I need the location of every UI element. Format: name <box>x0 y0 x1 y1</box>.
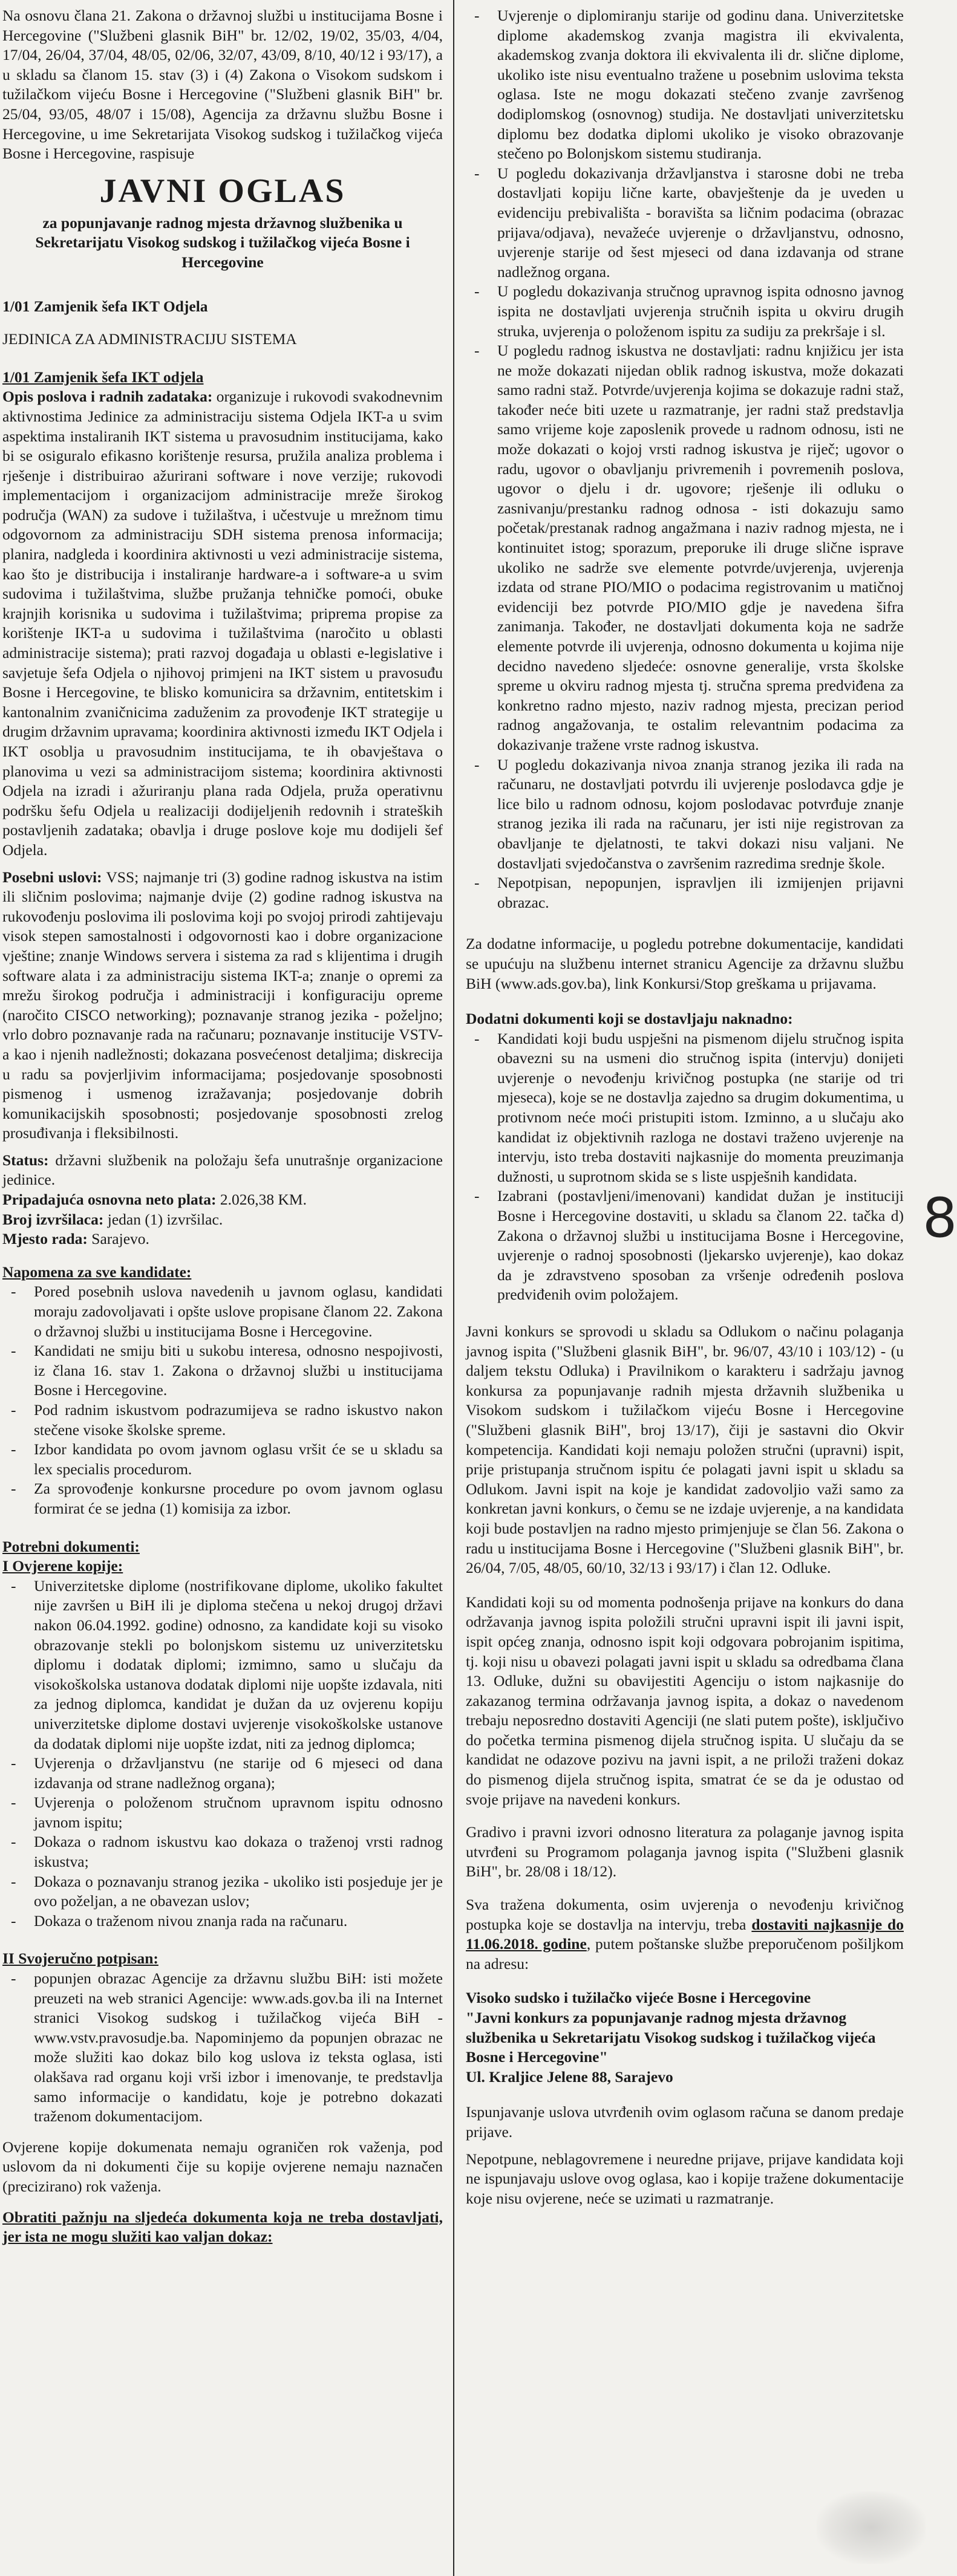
docs-heading: Potrebni dokumenti: <box>2 1537 140 1555</box>
location-label: Mjesto rada: <box>2 1230 88 1248</box>
position-title: 1/01 Zamjenik šefa IKT Odjela <box>2 297 208 315</box>
count-line <box>2 1210 443 1230</box>
duties-label: Opis poslova i radnih zadataka: <box>2 388 213 406</box>
list-item: - Dokaza o poznavanju stranog jezika - ukoliko isti posjeduje jer je ovo poželjan, a ne obavezan uslov; <box>2 1872 443 1911</box>
edge-glyph: 8 <box>923 1186 957 1250</box>
conditions-label: Posebni uslovi: <box>2 868 102 886</box>
attention-paragraph: Obratiti pažnju na sljedeća dokumenta koja ne treba dostavljati, jer ista ne mogu služiti kao valjan dokaz: <box>2 2208 443 2246</box>
deadline-post: , putem poštanske službe preporučenom pošiljkom na adresu: <box>466 1935 904 1973</box>
conditions-text: VSS; najmanje tri (3) godine radnog iskustva na istim ili sličnim poslovima; najmanje dvije (2) godine radnog iskustva na rukovođenju poslovima ili poslovima koji po svojoj prirodi zahtijevaju visok stepen samostalnosti i odgovornosti kao i dobre organizacione vještine; znanje Windows servera i sistema za rad s klijentima i drugih software alata i za administraciju sistema IKT-a; znanje o opremi za mrežu širokog područja i administraciji i konfiguraciju opreme (naročito CISCO networking); poznavanje stranog jezika - poželjno; vrlo dobro poznavanje rada na računaru; poznavanje institucije VSTV-a kao i njenih nadležnosti; dokazana posvećenost detaljima; diskrecija u radu sa povjerljivim informacijama; posjedovanje sposobnosti pismenog i usmenog izražavanja; posjedovanje dobrih komunikacijskih sposobnosti; posjedovanje sposobnosti zrelog prosuđivanja i fleksibilnosti. <box>2 868 443 1142</box>
conditions-paragraph <box>2 868 443 1143</box>
page-title: JAVNI OGLAS <box>99 172 346 210</box>
signature-list <box>2 1969 443 2127</box>
additional-docs-heading: Dodatni dokumenti koji se dostavljaju naknadno: <box>466 1010 793 1028</box>
list-item: - Izabrani (postavljeni/imenovani) kandidat dužan je instituciji Bosne i Hercegovine dostaviti, u skladu sa članom 22. tačka d) Zakona o državnoj službi u institucijama Bosne i Hercegovine, uvjerenje o radnoj sposobnosti (ljekarsko uvjerenje), kao dokaz da je zdravstveno sposoban za vršenje određenih poslova predviđenih ovim položajem. <box>466 1186 904 1305</box>
address-line: Ul. Kraljice Jelene 88, Sarajevo <box>466 2067 673 2086</box>
address-line: "Javni konkurs za popunjavanje radnog mjesta državnog službenika u Sekretarijatu Visokog sudskog i tužilačkog vijeća Bosne i Hercegovine" <box>466 2009 876 2066</box>
list-item: - Pod radnim iskustvom podrazumijeva se radno iskustvo nakon stečene visoke školske spreme. <box>2 1400 443 1440</box>
status-line <box>2 1151 443 1190</box>
list-item: - Dokaza o traženom nivou znanja rada na računaru. <box>2 1911 443 1931</box>
validity-paragraph: Ovjerene kopije dokumenata nemaju ograničen rok važenja, pod uslovom da ni dokumenti čije su kopije ovjerene nemaju naznačen (precizirano) rok važenja. <box>2 2138 443 2195</box>
list-item: - Kandidati ne smiju biti u sukobu interesa, odnosno nespojivosti, iz člana 16. stav 1. Zakona o državnoj službi u institucijama Bosne i Hercegovine. <box>2 1341 443 1400</box>
info-paragraph: Za dodatne informacije, u pogledu potrebne dokumentacije, kandidati se upućuju na službenu internet stranicu Agencije za državnu službu BiH (www.ads.gov.ba), link Konkursi/Stop greškama u prijavama. <box>466 935 904 992</box>
right-column <box>466 6 904 2216</box>
location-value: Sarajevo. <box>87 1230 149 1248</box>
docs-list <box>2 1576 443 1931</box>
left-column <box>2 6 443 2254</box>
closing-paragraph: Ispunjavanje uslova utvrđenih ovim oglasom računa se danom predaje prijave. <box>466 2103 904 2141</box>
closing-paragraph: Nepotpune, neblagovremene i neurednе prijave, prijave kandidata koji ne ispunjavaju uslove ovog oglasa, kao i kopije tražene dokumentacije koje nisu ovjerene, neće se uzimati u razmatranje. <box>466 2150 904 2207</box>
count-value: jedan (1) izvršilac. <box>103 1210 223 1228</box>
list-item: - Univerzitetske diplome (nostrifikovane diplome, ukoliko fakultet nije završen u BiH ili je diploma stečena u nekoj drugoj državi nakon 06.04.1992. godine) odnosno, za kandidate koji su visoko obrazovanje stekli po bolonjskom sistemu uz univerzitetsku diplomu i dodatak diplomi; izmimno, samo u slučaju da visokoškolska ustanova dodatak diplomi nije uopšte izdavala, niti za jednog diplomca, kandidat je dužan da uz ovjerenu kopiju univerzitetske diplome dostavi uvjerenje visokoškolske ustanove da dodatak diplomi nije uopšte izdat, niti za jednog diplomca; <box>2 1576 443 1754</box>
list-item: - Za sprovođenje konkursne procedure po ovom javnom oglasu formirat će se jedna (1) komisija za izbor. <box>2 1479 443 1518</box>
status-label: Status: <box>2 1151 49 1169</box>
deadline-pre: Sva tražena dokumenta, osim uvjerenja o nevođenju krivičnog postupka koje se dostavlja na intervju, treba <box>466 1896 904 1933</box>
list-item: - Uvjerenja o položenom stručnom upravnom ispitu odnosno javnom ispitu; <box>2 1793 443 1832</box>
intro-paragraph: Na osnovu člana 21. Zakona o državnoj službi u institucijama Bosne i Hercegovine ("Službeni glasnik BiH" br. 12/02, 19/02, 35/03, 4/04, 17/04, 26/04, 37/04, 48/05, 02/06, 32/07, 43/09, 8/10, 40/12 i 93/17), a u skladu sa članom 15. stav (3) i (4) Zakona o Visokom sudskom i tužilačkom vijeću Bosne i Hercegovine ("Službeni glasnik BiH" br. 25/04, 93/05, 48/07 i 15/08), Agencija za državnu službu Bosne i Hercegovine, u ime Sekretarijata Visokog sudskog i tužilačkog vijeća Bosne i Hercegovine, raspisuje <box>2 7 443 163</box>
status-text: državni službenik na položaju šefa unutrašnje organizacione jedinice. <box>2 1151 443 1189</box>
additional-docs-list <box>466 1029 904 1305</box>
duties-text: organizuje i rukovodi svakodnevnim aktivnostima Jedinice za administraciju sistema Odjela IKT-a u svim aspektima instaliranih IKT sistema u pravosudnim institucijama, kako bi se osiguralo efikasno korištenje resursa, pružila analiza problema i rješenje i distribuirao ažurirani software i nove verzije; rukovodi implementacijom i organizacijom administracije mreže širokog područja (WAN) za sudove i tužilaštva, i učestvuje u mrežnom timu odgovornom za administraciju SDH sistema prenosa informacija; planira, nadgleda i koordinira aktivnosti u vezi administracije sistema, kao što je distribucija i instaliranje hardware-a i software-a u svim sudovima i tužilaštvima, službe pružanja tehničke pomoći, obuke krajnjih korisnika u sudovima i tužilaštvima; priprema propise za korištenje IKT-a u sudovima i tužilaštvima (naročito u oblasti administracije sistema); prati razvoj događaja u oblasti e-legislative i savjetuje šefa Odjela o njihovoj primjeni na IKT sistem u pravosuđu Bosne i Hercegovine, te blisko komunicira sa državnim, entitetskim i kantonalnim zvaničnicima zaduženim za provođenje IKT strategije u drugim državnim upravama; koordinira aktivnosti između IKT Odjela i IKT osoblja u pravosudnim institucijama, te ih obavještava o planovima u vezi sa administracijom sistema; koordinira aktivnosti Odjela na izradi i ažuriranju plana rada Odjela, pruža operativnu podršku šefu Odjela u realizaciji dodijeljenih redovnih i strateških postavljenih zadataka; obavlja i druge poslove koje mu dodijeli šef Odjela. <box>2 388 443 859</box>
list-item: - U pogledu dokazivanja nivoa znanja stranog jezika ili rada na računaru, ne dostavljati potvrdu ili uvjerenje poslodavca gdje je lice bilo u radnom odnosu, kojom poslodavac potvrđuje znanje stranog jezika ili rada na računaru, jer isti nije registrovan za obavljanje te djelatnosti, te takvi dokazi nisu valjani. Ne dostavljati svjedočanstva o završenim razredima srednje škole. <box>466 755 904 874</box>
position-heading: 1/01 Zamjenik šefa IKT odjela <box>2 368 204 386</box>
exam-paragraph: Kandidati koji su od momenta podnošenja prijave na konkurs do dana održavanja javnog ispita položili stručni upravni ispit ili javni ispit, ispit općeg znanja, odnosno ispit koji odgovara pobrojanim ispitima, tj. koji nisu u obavezi polagati javni ispit u skladu sa odredbama člana 13. Odluke, dužni su obavijestiti Agenciju o istom najkasnije do zakazanog termina održavanja javnog ispita, a dokaz o navedenom trebaju neposredno dostaviti Agenciji (ne slati putem pošte), isključivo do početka termina pismenog dijela stručnog ispita. U slučaju da se kandidat ne odazove pozivu na javni ispit, a ne priloži traženi dokaz do pismenog dijela stručnog ispita, smatrat će se da je odustao od svoje prijave na navedeni konkurs. <box>466 1593 904 1808</box>
salary-value: 2.026,38 KM. <box>216 1191 307 1209</box>
unit-name: JEDINICA ZA ADMINISTRACIJU SISTEMA <box>2 330 297 348</box>
count-label: Broj izvršilaca: <box>2 1210 104 1228</box>
list-item: - Dokaza o radnom iskustvu kao dokaza o traženoj vrsti radnog iskustva; <box>2 1832 443 1872</box>
list-item: - popunjen obrazac Agencije za državnu službu BiH: isti možete preuzeti na web stranici Agencije: www.ads.gov.ba ili na Internet stranici Visokog sudskog i tužilačkog vijeća BiH - www.vstv.pravosudje.ba. Napominjemo da popunjen obrazac ne može služiti kao dokaz bilo kog uslova iz teksta oglasa, isti olakšava rad organu koji vrši izbor i imenovanje, te predstavlja samo informacije o kandidatu, koje je potrebno dokazati traženom dokumentacijom. <box>2 1969 443 2127</box>
deadline-paragraph <box>466 1895 904 1974</box>
list-item: - Pored posebnih uslova navedenih u javnom oglasu, kandidati moraju zadovoljavati i opšte uslove propisane članom 22. Zakona o državnoj službi u institucijama Bosne i Hercegovine. <box>2 1282 443 1341</box>
column-divider <box>453 0 454 2576</box>
list-item: - U pogledu dokazivanja stručnog upravnog ispita odnosno javnog ispita ne dostavljati uvjerenja stručnih ispita u okviru drugih struka, uvjerenja o položenom ispitu za sudiju za prekršaje i sl. <box>466 282 904 341</box>
mailing-address <box>466 1988 904 2087</box>
deadline-date: dostaviti najkasnije do 11.06.2018. godine <box>466 1915 904 1953</box>
duties-paragraph <box>2 387 443 860</box>
salary-label: Pripadajuća osnovna neto plata: <box>2 1191 217 1209</box>
notes-heading: Napomena za sve kandidate: <box>2 1263 192 1281</box>
signature-heading: II Svojeručno potpisan: <box>2 1950 158 1968</box>
legal-paragraph: Javni konkurs se sprovodi u skladu sa Odlukom o načinu polaganja javnog ispita ("Službeni glasnik BiH", br. 96/07, 43/10 i 103/12) - (u daljem tekstu Odluka) i Pravilnikom o karakteru i sadržaju javnog konkursa za popunjavanje radnih mjesta državnih službenika u Visokom sudskom i tužilačkom vijeću Bosne i Hercegovine ("Službeni glasnik BiH", broj 13/17), čiji je sastavni dio Okvir kompetencija. Kandidati koji nemaju položen stručni (upravni) ispit, prije pristupanja stručnom ispitu će polagati javni ispit u skladu sa Odlukom. Javni ispit na koje je kandidat zadovoljio važi samo za konkretan javni konkurs, o čemu se ne izdaje uvjerenje, a na kandidata koji bude postavljen na radno mjesto primjenjuje se član 56. Zakona o radu u institucijama Bosne i Hercegovine ("Službeni glasnik BiH", br. 26/04, 7/05, 48/05, 60/10, 32/13 i 93/17) i član 12. Odluke. <box>466 1322 904 1577</box>
list-item: - U pogledu dokazivanja državljanstva i starosne dobi ne treba dostavljati kopiju lične karte, obavještenje da je uveden u evidenciju prebivališta - boravišta sa ličnim podacima (obrazac prijava/odjava), nevažeće uvjerenje o državljanstvu, odnosno, uvjerenje starije od šest mjeseci od dana izdavanja od strane nadležnog organa. <box>466 164 904 282</box>
list-item: - Nepotpisan, nepopunjen, ispravljen ili izmijenjen prijavni obrazac. <box>466 873 904 912</box>
location-line <box>2 1229 443 1249</box>
notes-list <box>2 1282 443 1518</box>
list-item: - U pogledu radnog iskustva ne dostavljati: radnu knjižicu jer ista ne može dokazati nijedan oblik radnog iskustva, može dokazati samo radni staž. Potvrde/uvjerenja kojima se dokazuje radni staž, također neće biti uzete u razmatranje, jer radni staž predstavlja samo vrijeme koje zaposlenik provede u radnom odnosu, isti ne može dokazati o kojoj vrsti radnog iskustva je riječ; ugovor o radu, ugovor o obavljanju privremenih i povremenih poslova, ugovor o djelu i dr. ugovore; rješenje ili odluku o zasnivanju/prestanku radnog odnosa - isti dokazuju samo početak/prestanak radnog angažmana i naziv radnog mjesta, ne i kontinuitet istog; sporazum, preporuke ili druge slične isprave ukoliko ne sadrže sve elemente potvrde/uvjerenja, uvjerenja izdata od strane PIO/MIO o podacima registrovanim u matičnoj evidenciji bez potvrde PIO/MIO gdje je navedena šifra zanimanja. Također, ne dostavljati dokumenta koja ne sadrže elemente potvrde ili uvjerenja, odnosno dokumenta u kojima nije decidno navedeno sljedeće: osnovne generalije, vrsta školske spreme u okviru radnog mjesta tj. stručna sprema predviđena za konkretno radno mjesto, naziv radnog mjesta, precizan period radnog angažovanja, te ostalim relevantnim podacima za dokazivanje tražene vrste radnog iskustva. <box>466 341 904 755</box>
salary-line <box>2 1190 443 1210</box>
list-item: - Uvjerenje o diplomiranju starije od godinu dana. Univerzitetske diplome akademskog zvanja magistra ili ekvivalenta, akademskog zvanja doktora ili ekvivalenta ili dr. slične diplome, ukoliko iste nisu eventualno tražene u posebnim uslovima teksta oglasa. Iste ne mogu dokazati stečeno zvanje završenog dodiplomskog (osnovnog) studija. Ne dostavljati univerzitetsku diplomu bez dodatka diplomi ukoliko je visoko obrazovanje stečeno po Bolonjskom sistemu studiranja. <box>466 6 904 164</box>
list-item: - Uvjerenja o državljanstvu (ne starije od 6 mjeseci od dana izdavanja od strane nadležnog organa); <box>2 1754 443 1793</box>
page-smudge <box>817 2491 926 2564</box>
literature-paragraph: Gradivo i pravni izvori odnosno literatura za polaganje javnog ispita utvrđeni su Programom polaganja javnog ispita ("Službeni glasnik BiH", br. 28/08 i 18/12). <box>466 1823 904 1881</box>
docs-sub-heading: I Ovjerene kopije: <box>2 1557 123 1575</box>
list-item: - Kandidati koji budu uspješni na pismenom dijelu stručnog ispita obavezni su na usmeni dio stručnog ispita (intervju) donijeti uvjerenje o nevođenju krivičnog postupka (ne starije od tri mjeseca), koje se ne dostavlja zajedno sa drugim dokumentima, u protivnom neće moći pristupiti istom. Izminno, a u slučaju ako kandidat iz objektivnih razloga ne dostavi traženo uvjerenje na intervju, isto treba dostaviti najkasnije do momenta preuzimanja dužnosti, u suprotnom skida se s liste uspješnih kandidata. <box>466 1029 904 1187</box>
list-item: - Izbor kandidata po ovom javnom oglasu vršit će se u skladu sa lex specialis procedurom. <box>2 1440 443 1479</box>
page-subtitle: za popunjavanje radnog mjesta državnog službenika u Sekretarijatu Visokog sudskog i tužilačkog vijeća Bosne i Hercegovine <box>35 213 410 271</box>
invalid-docs-list <box>466 6 904 912</box>
address-line: Visoko sudsko i tužilačko vijeće Bosne i Hercegovine <box>466 1989 811 2007</box>
